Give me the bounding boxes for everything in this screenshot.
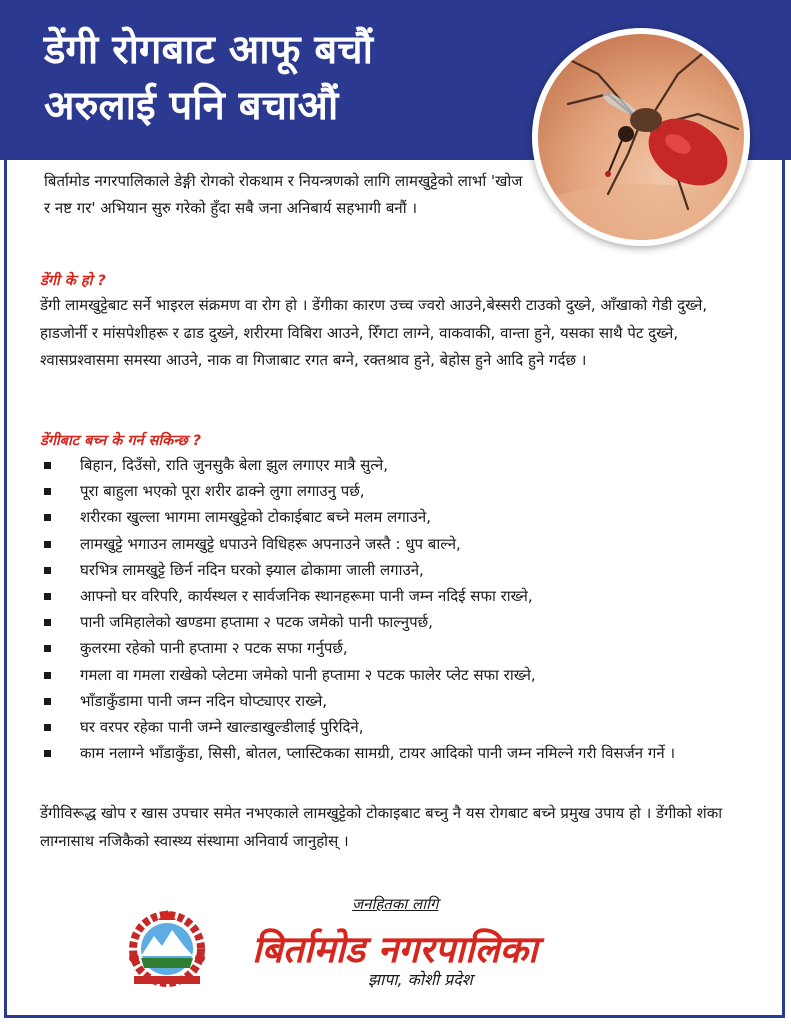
list-item: घरभित्र लामखुट्टे छिर्न नदिन घरको झ्याल ढोकामा जाली लगाउने, bbox=[40, 557, 750, 583]
section-heading-prevention: डेंगीबाट बच्न के गर्न सकिन्छ ? bbox=[40, 433, 202, 449]
title-line-1: डेंगी रोगबाट आफू बचौं bbox=[44, 27, 373, 73]
municipality-name: बिर्तामोड नगरपालिका bbox=[252, 928, 538, 971]
list-item: काम नलाग्ने भाँडाकुँडा, सिसी, बोतल, प्लास्टिकका सामग्री, टायर आदिको पानी जम्न नमिल्ने गरी विसर्जन गर्ने । bbox=[40, 740, 750, 766]
list-item: गमला वा गमला राखेको प्लेटमा जमेको पानी हप्तामा २ पटक फालेर प्लेट सफा राख्ने, bbox=[40, 662, 750, 688]
list-item: लामखुट्टे भगाउन लामखुट्टे धपाउने विधिहरू अपनाउने जस्तै : धुप बाल्ने, bbox=[40, 531, 750, 557]
section-heading-what-is-dengue: डेंगी के हो ? bbox=[40, 273, 106, 289]
title-line-2: अरुलाई पनि बचाऔं bbox=[44, 83, 339, 129]
municipality-address: झापा, कोशी प्रदेश bbox=[368, 970, 473, 989]
section-body-what-is-dengue: डेंगी लामखुट्टेबाट सर्ने भाइरल संक्रमण वा रोग हो । डेंगीका कारण उच्च ज्वरो आउने,बेस्सरी टाउको दुख्ने, आँखाको गेडी दुख्ने, हाडजोर्नी र मांसपेशीहरू र ढाड दुख्ने, शरीरमा विबिरा आउने, रिँगटा लाग्ने, वाकवाकी, वान्ता हुने, यसका साथै पेट दुख्ने, श्वासप्रश्वासमा समस्या आउने, नाक वा गिजाबाट रगत बग्ने, रक्तश्राव हुने, बेहोस हुने आदि हुने गर्दछ । bbox=[40, 296, 708, 369]
closing-paragraph: डेंगीविरूद्ध खोप र खास उपचार समेत नभएकाले लामखुट्टेको टोकाइबाट बच्नु नै यस रोगबाट बच्ने प्रमुख उपाय हो । डेंगीको शंका लाग्नासाथ नजिकैको स्वास्थ्य संस्थामा अनिवार्य जानुहोस् । bbox=[40, 804, 723, 850]
list-item: भाँडाकुँडामा पानी जम्न नदिन घोप्ट्याएर राख्ने, bbox=[40, 688, 750, 714]
list-item: शरीरका खुल्ला भागमा लामखुट्टेको टोकाईबाट बच्ने मलम लगाउने, bbox=[40, 504, 750, 530]
list-item: घर वरपर रहेका पानी जम्ने खाल्डाखुल्डीलाई पुरिदिने, bbox=[40, 714, 750, 740]
list-item: पूरा बाहुला भएको पूरा शरीर ढाक्ने लुगा लगाउनु पर्छ, bbox=[40, 478, 750, 504]
list-item: बिहान, दिउँसो, राति जुनसुकै बेला झुल लगाएर मात्रै सुत्ने, bbox=[40, 452, 750, 478]
intro-paragraph: बिर्तामोड नगरपालिकाले डेङ्गी रोगको रोकथाम र नियन्त्रणको लागि लामखुट्टेको लार्भा 'खोज र नष्ट गर' अभियान सुरु गरेको हुँदा सबै जना अनिबार्य सहभागी बनौं । bbox=[44, 172, 523, 217]
footer-for-public: जनहितका लागि bbox=[352, 895, 439, 913]
list-item: आफ्नो घर वरिपरि, कार्यस्थल र सार्वजनिक स्थानहरूमा पानी जम्न नदिई सफा राख्ने, bbox=[40, 583, 750, 609]
list-item: कुलरमा रहेको पानी हप्तामा २ पटक सफा गर्नुपर्छ, bbox=[40, 635, 750, 661]
prevention-list bbox=[40, 452, 750, 766]
page-title bbox=[44, 22, 524, 134]
mosquito-photo bbox=[532, 28, 750, 246]
municipality-emblem-icon bbox=[120, 906, 214, 992]
mosquito-icon bbox=[538, 34, 744, 240]
list-item: पानी जमिहालेको खण्डमा हप्तामा २ पटक जमेको पानी फाल्नुपर्छ, bbox=[40, 609, 750, 635]
